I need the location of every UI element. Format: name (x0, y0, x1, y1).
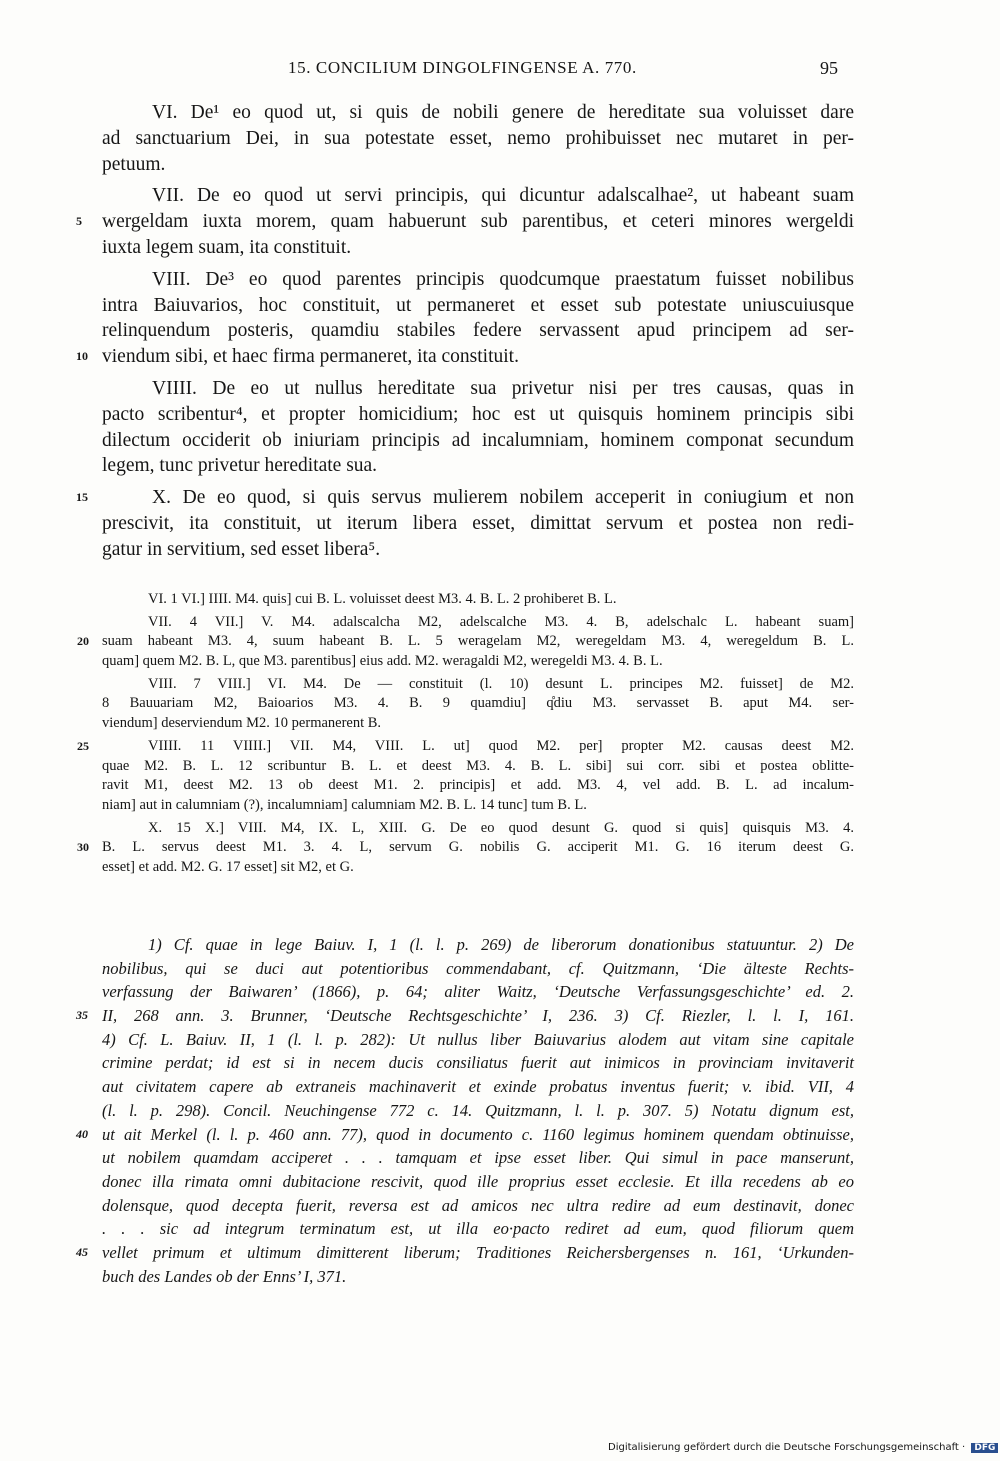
line-text: X. De eo quod, si quis servus mulierem nobilem acceperit in coniugium et non (152, 487, 854, 509)
credit-text: Digitalisierung gefördert durch die Deutsche Forschungsgemeinschaft · (608, 1442, 966, 1453)
line-text: dilectum occiderit ob iniuriam principis ad incalumniam, hominem componat secundum (102, 429, 854, 451)
running-header (0, 58, 1000, 84)
apparatus-line (102, 694, 854, 714)
line-text: . . . sic ad integrum terminatum est, ut illa eo·pacto rediret ad eum, quod filiorum quem (102, 1219, 854, 1239)
line-text: ravit M1, deest M2. 13 ob deest M1. 2. principis] et add. M3. 4, vel add. B. L. ad incalum- (102, 777, 854, 794)
footnote-line (102, 957, 854, 981)
line-text: buch des Landes ob der Enns’ I, 371. (102, 1266, 347, 1286)
apparatus-line (102, 590, 854, 610)
apparatus-line-paragraph (102, 675, 854, 734)
footnote-line (102, 1217, 854, 1241)
line-text: VI. 1 VI.] IIII. M4. quis] cui B. L. voluisset deest M3. 4. B. L. 2 prohiberet B. L. (148, 591, 617, 607)
text-line (76, 485, 854, 511)
footnote-line (102, 933, 854, 957)
line-text: VII. De eo quod ut servi principis, qui dicuntur adalscalhae², ut habeant suam (152, 185, 854, 207)
footnote-line (102, 1170, 854, 1194)
text-line-paragraph (102, 376, 854, 479)
line-text: quam] quem M2. B. L, que M3. parentibus] eius add. M2. weragaldi M2, weregeldi M3. 4. B. L. (102, 653, 663, 670)
text-line-paragraph (76, 267, 854, 370)
text-line (102, 428, 854, 454)
text-line (102, 235, 854, 261)
apparatus-line (77, 632, 854, 652)
apparatus-line-paragraph (102, 590, 854, 610)
line-text: 1) Cf. quae in lege Baiuv. I, 1 (l. l. p. 269) de liberorum donationibus statuuntur. 2) De (148, 935, 854, 954)
footnote-line (102, 1075, 854, 1099)
line-text: petuum. (102, 153, 166, 175)
apparatus-line (77, 838, 854, 858)
line-text: (l. l. p. 298). Concil. Neuchingense 772 c. 14. Quitzmann, l. l. p. 307. 5) Notatu dignum est, (102, 1100, 854, 1120)
footnote-line (76, 1123, 854, 1147)
text-line (102, 511, 854, 537)
line-text: ut nobilem quamdam acciperet . . . tamquam et ipse esset liber. Qui simul in pace manserunt, (102, 1148, 854, 1168)
apparatus-line (102, 776, 854, 796)
main-text (76, 100, 854, 569)
line-text: B. L. servus deest M1. 3. 4. L, servum G. nobilis G. acciperit M1. G. 16 iterum deest G. (102, 839, 854, 856)
text-line (102, 126, 854, 152)
line-text: ut ait Merkel (l. l. p. 460 ann. 77), quod in documento c. 1160 legimus hominem quendam obtinuisse, (102, 1124, 854, 1144)
apparatus-line (102, 675, 854, 695)
line-text: crimine perdat; id est si in necem ducis consiliatus fuerit aut inimicos in provinciam invitaverit (102, 1053, 854, 1073)
apparatus-line-paragraph (77, 613, 854, 672)
line-text: 8 Bauuariam M2, Baioarios M3. 4. B. 9 quamdiu] q̊diu M3. servasset B. aput M4. ser- (102, 695, 854, 712)
text-line (102, 402, 854, 428)
line-text: gatur in servitium, sed esset libera⁵. (102, 538, 381, 560)
text-line-paragraph (76, 183, 854, 260)
line-text: aut civitatem capere ab extraneis machinaverit et exinde probatus inventus fuerit; v. ibid. VII, 4 (102, 1077, 854, 1097)
footnote-line (76, 1241, 854, 1265)
line-number: 45 (76, 1244, 88, 1259)
apparatus-line (102, 613, 854, 633)
footnote-line (102, 1146, 854, 1170)
line-text: dolensque, quod decepta fuerit, reversa est ad amicos nec ultra redire ad eum destinavit, donec (102, 1195, 854, 1215)
footnote-line (102, 980, 854, 1004)
dfg-logo: DFG (971, 1443, 998, 1453)
text-line (102, 318, 854, 344)
text-line (102, 453, 854, 479)
apparatus-line (102, 858, 854, 878)
text-line (102, 152, 854, 178)
text-line-paragraph (76, 485, 854, 562)
line-text: VI. De¹ eo quod ut, si quis de nobili genere de hereditate sua voluisset dare (152, 102, 854, 123)
footnote-line (102, 1099, 854, 1123)
line-number: 20 (77, 634, 89, 649)
apparatus-line (77, 737, 854, 757)
apparatus-line-paragraph (77, 737, 854, 816)
line-number: 30 (77, 840, 89, 855)
line-text: VII. 4 VII.] V. M4. adalscalcha M2, adelscalche M3. 4. B, adelschalc L. habeant suam] (148, 613, 854, 630)
apparatus-line (102, 652, 854, 672)
chapter-title: 15. CONCILIUM DINGOLFINGENSE A. 770. (288, 58, 637, 77)
line-text: wergeldam iuxta morem, quam habuerunt sub parentibus, et ceteri minores wergeldi (102, 211, 854, 233)
line-text: suam habeant M3. 4, suum habeant B. L. 5 weragelam M2, weregeldam M3. 4, weregeldum B. L. (102, 633, 854, 650)
text-line (102, 293, 854, 319)
line-text: legem, tunc privetur hereditate sua. (102, 455, 378, 477)
text-line (102, 537, 854, 563)
apparatus-line (102, 796, 854, 816)
line-text: VIII. De³ eo quod parentes principis quodcumque praestatum fuisset nobilibus (152, 268, 854, 290)
apparatus-line-paragraph (77, 819, 854, 878)
line-text: donec illa rimata omni dubitacione rescivit, quod ille proprius esset ecclesie. Et illa recedens ab eo (102, 1171, 854, 1191)
line-text: niam] aut in calumniam (?), incalumniam] calumniam M2. B. L. 14 tunc] tum B. L. (102, 796, 587, 813)
line-text: prescivit, ita constituit, ut iterum libera esset, dimittat servum et postea non redi- (102, 512, 854, 534)
text-line-paragraph (102, 100, 854, 177)
line-text: esset] et add. M2. G. 17 esset] sit M2, et G. (102, 858, 354, 875)
footnote-line (102, 1265, 854, 1289)
line-text: II, 268 ann. 3. Brunner, ‘Deutsche Rechtsgeschichte’ I, 236. 3) Cf. Riezler, l. l. I, 161. (102, 1006, 854, 1026)
digitization-credit (608, 1442, 996, 1456)
line-text: relinquendum posteris, quamdiu stabiles federe servassent apud principem ad ser- (102, 320, 854, 342)
line-number: 5 (76, 214, 82, 229)
line-text: viendum] deserviendum M2. 10 permanerent B. (102, 715, 382, 732)
line-text: quae M2. B. L. 12 scribuntur B. L. et deest M3. 4. B. L. sibi] sui corr. sibi et postea oblitte- (102, 757, 854, 774)
line-text: X. 15 X.] VIII. M4, IX. L, XIII. G. De eo quod desunt G. quod si quis] quisquis M3. 4. (148, 819, 854, 836)
text-line (102, 376, 854, 402)
line-text: ad sanctuarium Dei, in sua potestate esset, nemo prohibuisset nec mutaret in per- (102, 127, 854, 149)
line-text: VIIII. De eo ut nullus hereditate sua privetur nisi per tres causas, quas in (152, 377, 854, 399)
footnote-line (102, 1028, 854, 1052)
text-line (76, 209, 854, 235)
line-number: 40 (76, 1126, 88, 1141)
critical-apparatus (77, 590, 854, 881)
line-text: 4) Cf. L. Baiuv. II, 1 (l. l. p. 282): Ut nullus liber Baiuvarius alodem aut vitam sine capitale (102, 1029, 854, 1049)
text-line (76, 344, 854, 370)
line-text: iuxta legem suam, ita constituit. (102, 236, 352, 258)
footnote-line (102, 1194, 854, 1218)
page-number: 95 (820, 58, 838, 78)
apparatus-line (102, 819, 854, 839)
line-text: nobilibus, qui se duci aut potentioribus commendabant, cf. Quitzmann, ‘Die älteste Rechts- (102, 958, 854, 978)
line-number: 35 (76, 1008, 88, 1023)
text-line (102, 267, 854, 293)
apparatus-line (102, 714, 854, 734)
footnote-line (76, 1004, 854, 1028)
line-text: vellet primum et ultimum dimitterent liberum; Traditiones Reichersbergenses n. 161, ‘Urkunden- (102, 1242, 854, 1262)
footnotes (76, 933, 854, 1288)
text-line (102, 183, 854, 209)
line-number: 15 (76, 490, 88, 505)
apparatus-line (102, 757, 854, 777)
line-number: 25 (77, 738, 89, 753)
line-text: VIII. 7 VIII.] VI. M4. De — constituit (l. 10) desunt L. principes M2. fuisset] de M2. (148, 675, 854, 692)
line-text: VIIII. 11 VIIII.] VII. M4, VIII. L. ut] quod M2. per] propter M2. causas deest M2. (148, 737, 854, 754)
line-text: intra Baiuvarios, hoc constituit, ut permaneret et esset sub potestate uniuscuiusque (102, 294, 854, 316)
line-text: verfassung der Baiwaren’ (1866), p. 64; aliter Waitz, ‘Deutsche Verfassungsgeschichte’ ed. 2. (102, 982, 854, 1002)
text-line (102, 100, 854, 126)
line-number: 10 (76, 349, 88, 364)
line-text: viendum sibi, et haec firma permaneret, ita constituit. (102, 346, 519, 368)
footnote-line (102, 1051, 854, 1075)
line-text: pacto scribentur⁴, et propter homicidium; hoc est ut quisquis hominem principis sibi (102, 403, 854, 425)
